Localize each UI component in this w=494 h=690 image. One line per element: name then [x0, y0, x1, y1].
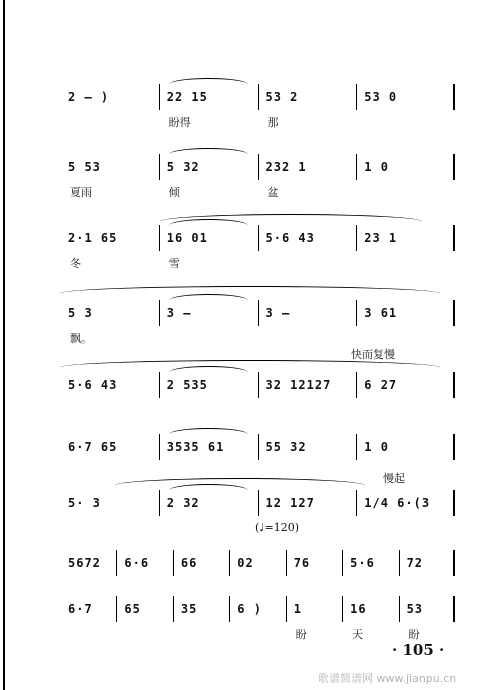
- bar-line-end: [453, 300, 455, 326]
- tie-arc: [60, 360, 440, 375]
- measure-notes: 5·6 43: [68, 378, 118, 392]
- measure-notes: 66: [180, 556, 198, 570]
- score-line: [60, 296, 455, 356]
- bar-line-end: [453, 372, 455, 398]
- score-line: [60, 486, 455, 546]
- bar-line-end: [453, 596, 455, 622]
- bar-line-end: [453, 550, 455, 576]
- bar-line-end: [453, 154, 455, 180]
- tie-arc: [115, 478, 365, 493]
- bar-line: [342, 596, 343, 622]
- measure-notes: 35: [180, 602, 198, 616]
- slur-mark: [169, 148, 248, 161]
- measure-notes: 53 0: [364, 90, 398, 104]
- measure-notes: 65: [124, 602, 141, 616]
- measure-notes: 53 2: [265, 90, 299, 104]
- measure-lyric: 雪: [168, 257, 180, 270]
- bar-line-end: [453, 490, 455, 516]
- measure-notes: 5 3: [68, 306, 93, 320]
- measure-notes: 02: [237, 556, 254, 570]
- measure-notes: 16: [350, 602, 367, 616]
- measure-notes: 2 32: [166, 496, 200, 510]
- bar-line: [399, 550, 400, 576]
- bar-line: [159, 300, 160, 326]
- measure-notes: 2 535: [166, 378, 208, 392]
- measure-notes: 1/4 6·(3: [364, 496, 431, 510]
- measure-lyric: 盆: [267, 186, 279, 199]
- measure-notes: 1 0: [364, 160, 389, 174]
- measure-lyric: 盼得: [168, 116, 191, 129]
- measure-notes: 1 0: [364, 440, 389, 454]
- bar-line: [159, 154, 160, 180]
- score-line: [60, 368, 455, 428]
- bar-line: [286, 550, 287, 576]
- measure-notes: 6·7: [68, 602, 93, 616]
- tie-arc: [160, 214, 422, 229]
- bar-line: [286, 596, 287, 622]
- bar-line: [229, 550, 230, 576]
- measure-notes: 3 –: [265, 306, 291, 320]
- measure-notes: 6·6: [124, 556, 150, 570]
- measure-notes: 1: [293, 602, 302, 616]
- measure-notes: 3 61: [364, 306, 398, 320]
- measure-lyric: 盼: [408, 628, 420, 641]
- bar-line: [356, 84, 357, 110]
- measure-notes: 5· 3: [68, 496, 101, 510]
- measure-notes: 76: [293, 556, 311, 570]
- measure-notes: 3 –: [166, 306, 192, 320]
- measure-notes: 16 01: [166, 231, 208, 245]
- bar-line-end: [453, 225, 455, 251]
- measure-lyric: 飘。: [70, 332, 92, 345]
- bar-line: [356, 490, 357, 516]
- measure-notes: 2 – ): [68, 90, 110, 104]
- bar-line: [258, 490, 259, 516]
- measure-notes: 12 127: [265, 496, 315, 510]
- measure-notes: 22 15: [166, 90, 208, 104]
- measure-notes: 23 1: [364, 231, 398, 245]
- score-line: [60, 80, 455, 140]
- measure-notes: 6 ): [237, 602, 262, 616]
- measure-notes: 2·1 65: [68, 231, 118, 245]
- bar-line: [356, 154, 357, 180]
- tie-arc: [60, 286, 440, 301]
- tempo-mark-slow-start: 慢起: [383, 472, 405, 485]
- bar-line: [116, 550, 117, 576]
- bar-line: [342, 550, 343, 576]
- bar-line: [356, 372, 357, 398]
- measure-notes: 5 53: [68, 160, 101, 174]
- bar-line: [159, 84, 160, 110]
- measure-notes: 55 32: [265, 440, 307, 454]
- bar-line-end: [453, 84, 455, 110]
- measure-lyric: 天: [352, 628, 364, 641]
- bar-line: [356, 434, 357, 460]
- bar-line: [399, 596, 400, 622]
- measure-notes: 5·6: [350, 556, 375, 570]
- measure-notes: 5 32: [166, 160, 200, 174]
- measure-lyric: 倾: [168, 186, 180, 199]
- bar-line: [173, 550, 174, 576]
- measure-notes: 6 27: [364, 378, 398, 392]
- measure-notes: 232 1: [265, 160, 307, 174]
- tempo-mark-fast-then-slow: 快而复慢: [351, 348, 395, 361]
- metronome-mark: (♩=120): [255, 521, 299, 534]
- bar-line: [159, 372, 160, 398]
- measure-notes: 53: [406, 602, 424, 616]
- score-line: [60, 150, 455, 210]
- slur-mark: [169, 78, 248, 91]
- page-number: · 105 ·: [392, 641, 445, 659]
- measure-lyric: 冬: [70, 257, 81, 270]
- bar-line: [258, 300, 259, 326]
- measure-notes: 5·6 43: [265, 231, 315, 245]
- measure-notes: 72: [406, 556, 424, 570]
- measure-notes: 3535 61: [166, 440, 225, 454]
- measure-notes: 5672: [68, 556, 101, 570]
- bar-line: [258, 154, 259, 180]
- measure-lyric: 那: [267, 116, 279, 129]
- slur-mark: [169, 428, 248, 441]
- measure-lyric: 盼: [295, 628, 307, 641]
- bar-line: [258, 84, 259, 110]
- measure-lyric: 夏雨: [70, 186, 92, 199]
- bar-line: [258, 434, 259, 460]
- bar-line: [173, 596, 174, 622]
- bar-line: [356, 300, 357, 326]
- bar-line: [229, 596, 230, 622]
- bar-line: [159, 490, 160, 516]
- watermark: 歌谱简谱网 www.jianpu.cn: [318, 672, 457, 685]
- page-left-border: [3, 0, 5, 690]
- score-line: [60, 221, 455, 281]
- bar-line-end: [453, 434, 455, 460]
- score-line: [60, 592, 455, 652]
- measure-notes: 6·7 65: [68, 440, 118, 454]
- measure-notes: 32 12127: [265, 378, 332, 392]
- bar-line: [159, 434, 160, 460]
- bar-line: [258, 372, 259, 398]
- bar-line: [116, 596, 117, 622]
